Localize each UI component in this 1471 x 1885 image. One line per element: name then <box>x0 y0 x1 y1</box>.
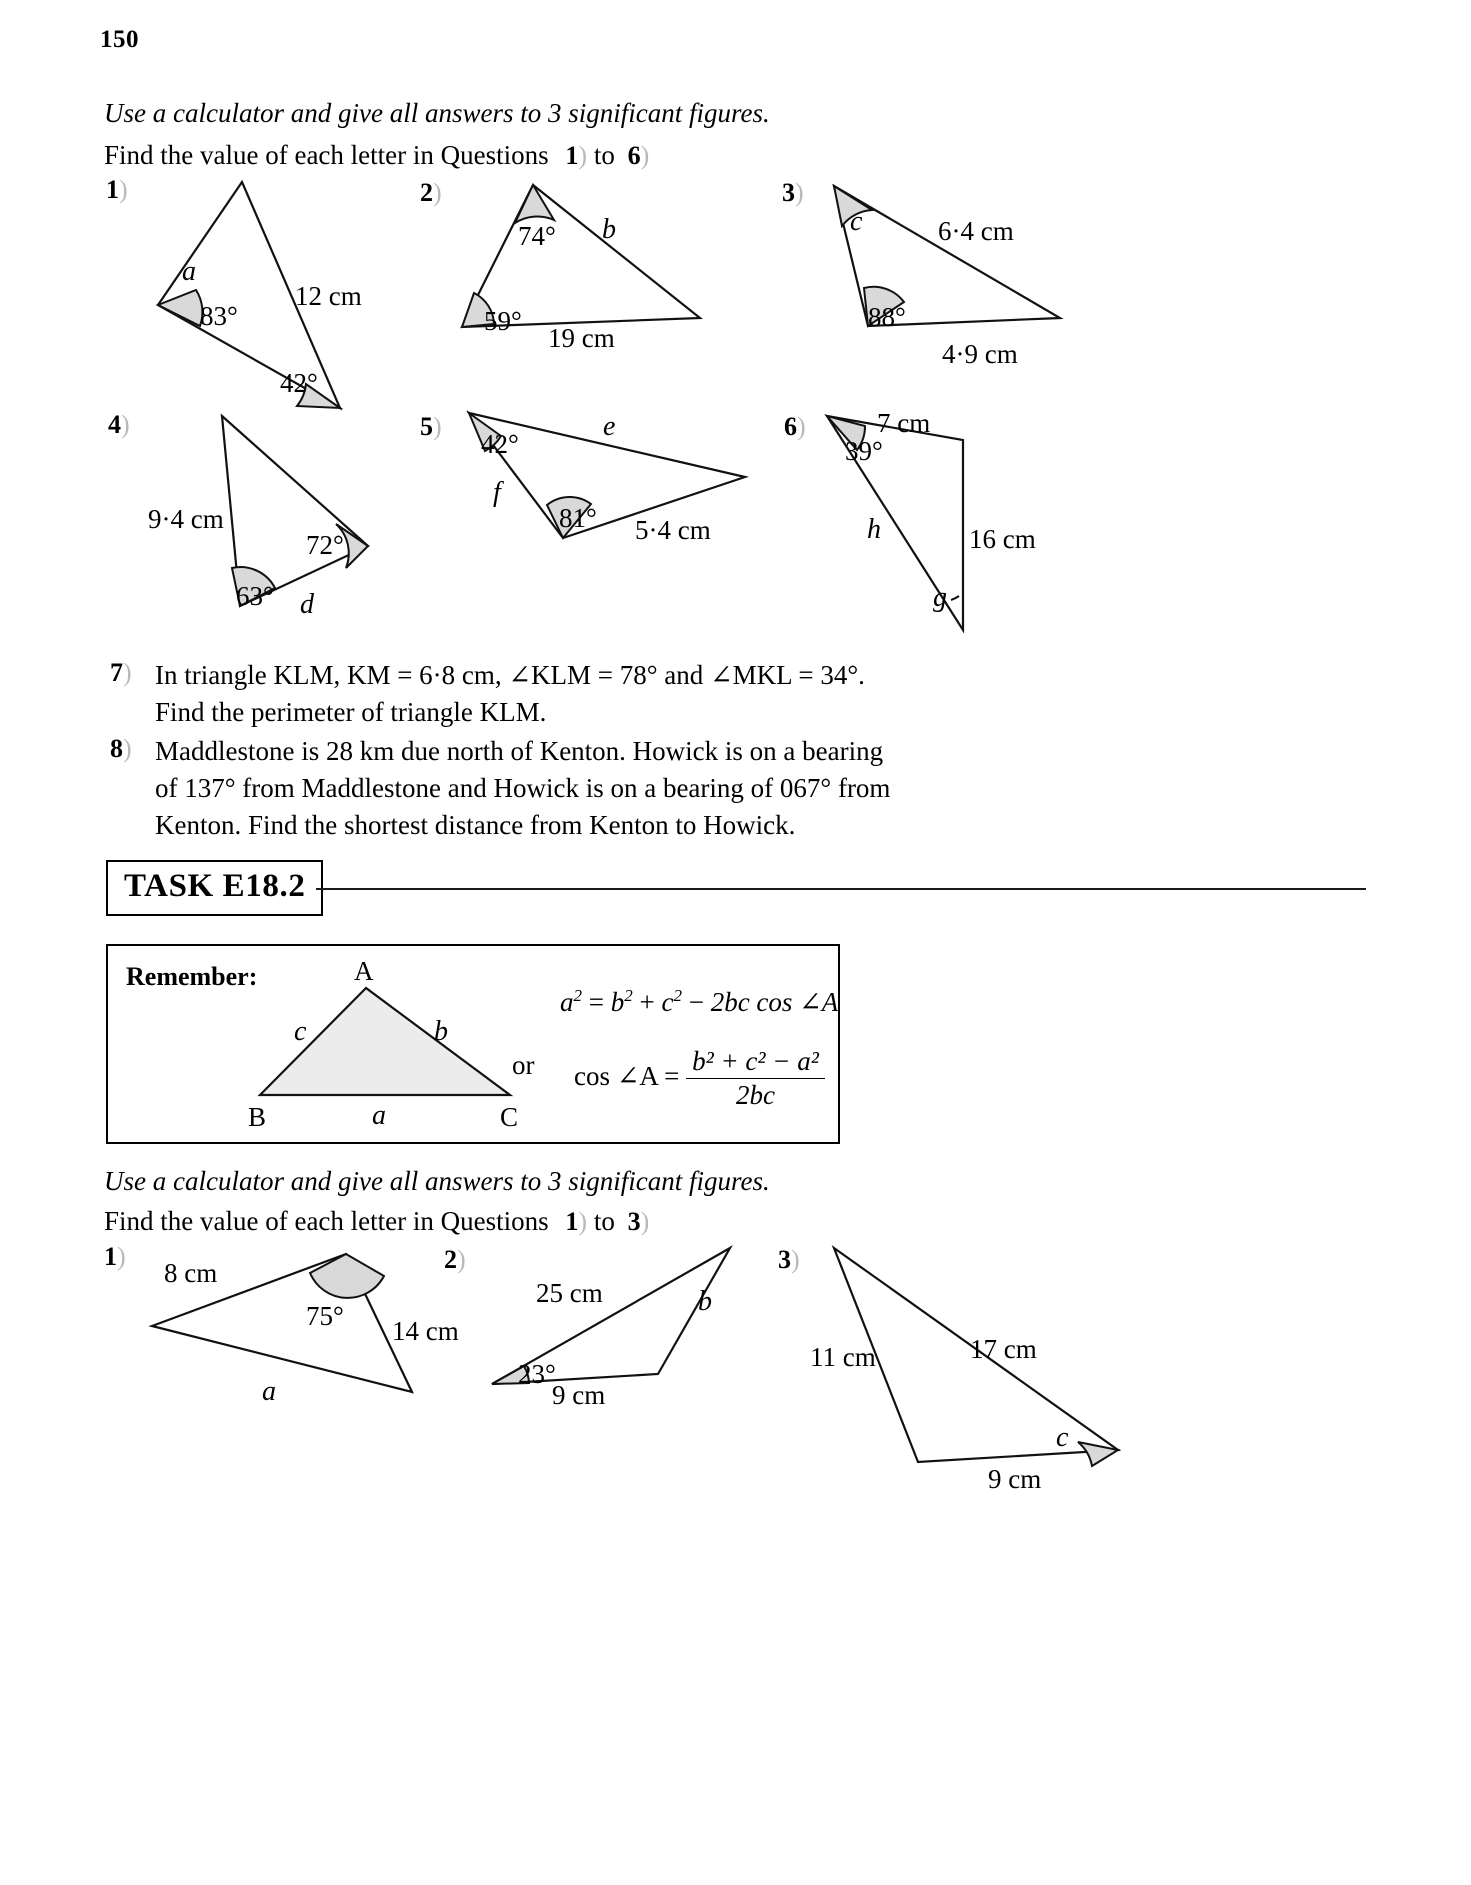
q1-paren: ) <box>119 175 128 204</box>
q4-side-letter: d <box>300 589 314 620</box>
q5-side-1: 5·4 cm <box>635 515 711 545</box>
t2q1-side-1: 8 cm <box>164 1258 218 1288</box>
t2q3-number: 3 <box>778 1245 791 1274</box>
formula1-plus: + <box>639 987 655 1017</box>
q5-angle-1: 42° <box>481 429 519 459</box>
task-rule <box>316 888 1366 890</box>
q6-angle-letter-g: g <box>933 582 947 613</box>
t2q1-side-2: 14 cm <box>392 1316 459 1346</box>
q7-number: 7 <box>110 658 123 687</box>
range2-end-paren: ) <box>640 1207 650 1236</box>
q3-angle-letter: c <box>850 206 863 237</box>
range-start-paren: ) <box>578 141 588 170</box>
formula2-lhs: cos ∠A = <box>574 1060 680 1091</box>
q3-paren: ) <box>795 178 804 207</box>
instruction-text: Find the value of each letter in Questions <box>104 140 549 170</box>
formula1-a-sup: 2 <box>573 986 582 1005</box>
range2-start: 1 <box>565 1207 579 1236</box>
q3-number: 3 <box>782 178 795 207</box>
range2-start-paren: ) <box>578 1207 588 1236</box>
section-two-instruction-italic: Use a calculator and give all answers to 3 significant figures. <box>104 1166 770 1196</box>
q4-side-1: 9·4 cm <box>148 504 224 534</box>
q7-paren: ) <box>123 658 132 687</box>
question-1-number <box>106 175 128 205</box>
q8-paren: ) <box>123 734 132 763</box>
formula2-fraction <box>686 1046 825 1111</box>
t2q1-paren: ) <box>117 1242 126 1271</box>
formula1-c-sup: 2 <box>673 986 682 1005</box>
t2q2-side-1: 25 cm <box>536 1278 603 1308</box>
t2q3-side-2: 17 cm <box>970 1334 1037 1364</box>
q7-line-2: Find the perimeter of triangle KLM. <box>155 697 547 727</box>
question-2-diagram <box>450 175 730 353</box>
range-end-paren: ) <box>640 141 650 170</box>
range-end: 6 <box>627 141 641 170</box>
question-3-diagram <box>820 178 1110 368</box>
q1-angle-1: 83° <box>200 301 238 331</box>
question-4-diagram <box>140 408 410 623</box>
question-4-number <box>108 410 130 440</box>
q7-line-1: In triangle KLM, KM = 6·8 cm, ∠KLM = 78° and ∠MKL = 34°. <box>155 660 865 690</box>
formula1-a: a <box>560 987 574 1017</box>
cosine-rule-formula-1 <box>560 986 838 1018</box>
formula1-minus: − <box>688 987 704 1017</box>
q1-number: 1 <box>106 175 119 204</box>
cosine-rule-formula-2 <box>574 1046 825 1111</box>
q1-side-1: 12 cm <box>295 281 362 311</box>
q1-side-letter: a <box>182 256 196 287</box>
t2q1-angle-1: 75° <box>306 1301 344 1331</box>
range-start: 1 <box>565 141 579 170</box>
page-number: 150 <box>100 26 139 53</box>
t2q3-paren: ) <box>791 1245 800 1274</box>
t2q3-angle-letter: c <box>1056 1422 1069 1453</box>
t2q2-paren: ) <box>457 1245 466 1274</box>
task2-question-2-number <box>444 1245 466 1275</box>
formula1-c: c <box>661 987 674 1017</box>
t2q2-side-2: 9 cm <box>552 1380 606 1410</box>
q5-number: 5 <box>420 412 433 441</box>
question-8-text <box>155 733 1165 844</box>
q2-paren: ) <box>433 178 442 207</box>
range2-mid: to <box>593 1206 615 1236</box>
range2-end: 3 <box>627 1207 641 1236</box>
formula1-b-sup: 2 <box>624 986 633 1005</box>
q8-number: 8 <box>110 734 123 763</box>
task2-question-1-number <box>104 1242 126 1272</box>
formula-or-label: or <box>512 1050 535 1080</box>
question-6-diagram <box>815 408 1065 643</box>
question-8-number <box>110 734 132 764</box>
task2-question-2-diagram <box>480 1240 760 1410</box>
formula2-numerator: b² + c² − a² <box>686 1046 825 1079</box>
formula1-eq: = <box>588 987 604 1017</box>
t2q2-side-letter: b <box>698 1286 712 1317</box>
triangle-vertex-c: C <box>500 1102 519 1132</box>
t2q2-number: 2 <box>444 1245 457 1274</box>
remember-box <box>106 944 840 1144</box>
question-1-diagram <box>140 170 400 420</box>
q3-side-2: 4·9 cm <box>942 339 1018 369</box>
remember-title: Remember: <box>126 962 258 991</box>
q3-angle-1: 88° <box>868 302 906 332</box>
q4-number: 4 <box>108 410 121 439</box>
q8-line-2: of 137° from Maddlestone and Howick is on a bearing of 067° from <box>155 773 891 803</box>
q6-angle-1: 39° <box>845 436 883 466</box>
t2q3-side-1: 11 cm <box>810 1342 876 1372</box>
question-7-number <box>110 658 132 688</box>
q5-angle-2: 81° <box>559 503 597 533</box>
t2q2-angle-1: 23° <box>518 1359 556 1389</box>
q4-angle-1: 72° <box>306 530 344 560</box>
remember-triangle-diagram <box>248 956 538 1135</box>
question-6-number <box>784 412 806 442</box>
q2-angle-2: 59° <box>484 306 522 336</box>
section-one-instruction-plain <box>104 140 649 171</box>
question-3-number <box>782 178 804 208</box>
q4-angle-2: 63° <box>236 581 274 611</box>
q2-side-letter: b <box>602 214 616 245</box>
range-mid: to <box>593 140 615 170</box>
q6-side-2: 16 cm <box>969 524 1036 554</box>
question-5-diagram <box>455 405 765 560</box>
section-one-instruction-italic: Use a calculator and give all answers to 3 significant figures. <box>104 98 770 128</box>
q4-paren: ) <box>121 410 130 439</box>
q5-side-letter-e: e <box>603 411 616 442</box>
question-2-number <box>420 178 442 208</box>
formula1-tail: 2bc cos ∠A <box>710 987 839 1017</box>
q5-side-letter-f: f <box>493 477 501 508</box>
t2q3-side-3: 9 cm <box>988 1464 1042 1494</box>
q8-line-1: Maddlestone is 28 km due north of Kenton. Howick is on a bearing <box>155 736 884 766</box>
triangle-side-b: b <box>434 1016 448 1047</box>
q6-side-letter-h: h <box>867 514 881 545</box>
q3-side-1: 6·4 cm <box>938 216 1014 246</box>
q2-side-1: 19 cm <box>548 323 615 353</box>
triangle-side-c: c <box>294 1016 307 1047</box>
q8-line-3: Kenton. Find the shortest distance from Kenton to Howick. <box>155 810 796 840</box>
triangle-vertex-b: B <box>248 1102 267 1132</box>
q5-paren: ) <box>433 412 442 441</box>
q6-paren: ) <box>797 412 806 441</box>
instruction-text-2: Find the value of each letter in Questions <box>104 1206 549 1236</box>
q2-angle-1: 74° <box>518 221 556 251</box>
task-badge: TASK E18.2 <box>106 860 323 916</box>
q6-number: 6 <box>784 412 797 441</box>
t2q1-number: 1 <box>104 1242 117 1271</box>
task2-question-3-number <box>778 1245 800 1275</box>
triangle-side-a: a <box>372 1100 386 1131</box>
q2-number: 2 <box>420 178 433 207</box>
t2q1-side-letter: a <box>262 1376 276 1407</box>
task2-question-1-diagram <box>140 1240 459 1410</box>
question-7-text <box>155 657 1155 731</box>
triangle-vertex-a: A <box>354 956 374 986</box>
q6-side-1: 7 cm <box>877 408 931 438</box>
q1-angle-2: 42° <box>280 368 318 398</box>
formula1-b: b <box>610 987 625 1017</box>
formula2-denominator: 2bc <box>735 1080 775 1111</box>
section-two-instruction-plain <box>104 1206 649 1237</box>
task2-question-3-diagram <box>810 1240 1140 1494</box>
question-5-number <box>420 412 442 442</box>
